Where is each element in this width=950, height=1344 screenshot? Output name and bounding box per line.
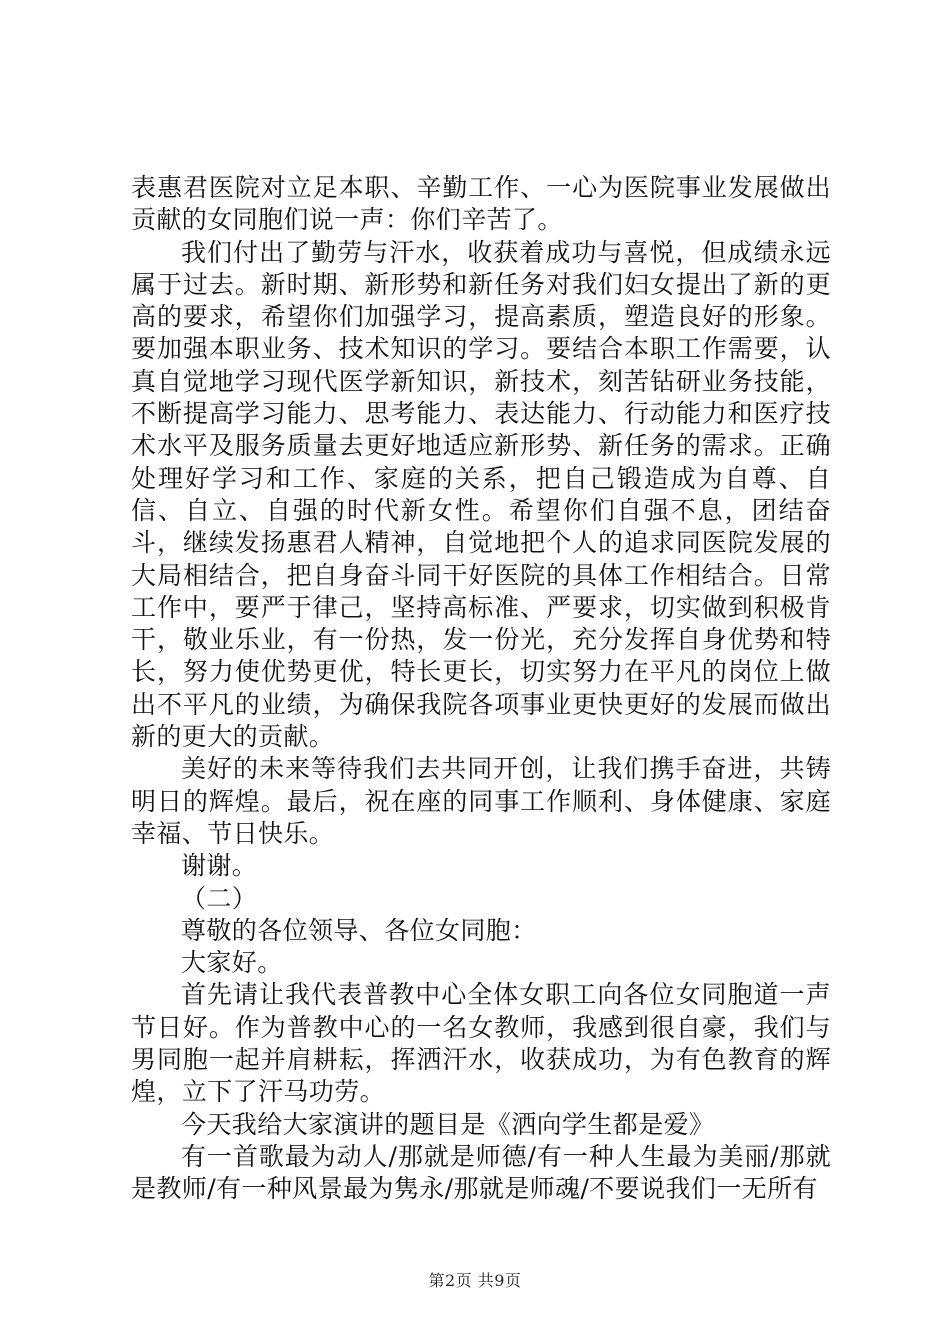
section-heading: （二） (181, 883, 258, 913)
paragraph-8: 首先请让我代表普教中心全体女职工向各位女同胞道一声节日好。作为普教中心的一名女教师，我感到很自豪，我们与男同胞一起并肩耕耘，挥洒汗水，收获成功，为有色教育的辉煌，立下了汗马功劳。 (131, 980, 831, 1107)
paragraph-3: 美好的未来等待我们去共同开创，让我们携手奋进，共铸明日的辉煌。最后，祝在座的同事工作顺利、身体健康、家庭幸福、节日快乐。 (131, 754, 831, 848)
paragraph-1: 表惠君医院对立足本职、辛勤工作、一心为医院事业发展做出贡献的女同胞们说一声：你们辛苦了。 (131, 173, 831, 235)
page-footer: 第2页 共9页 (428, 1271, 522, 1290)
paragraph-salutation: 尊敬的各位领导、各位女同胞： (181, 915, 537, 945)
document-body (131, 172, 831, 1206)
paragraph-greeting: 大家好。 (181, 948, 283, 978)
paragraph-10: 有一首歌最为动人/那就是师德/有一种人生最为美丽/那就是教师/有一种风景最为隽永/那就是师魂/不要说我们一无所有 (131, 1141, 831, 1204)
paragraph-9: 今天我给大家演讲的题目是《洒向学生都是爱》 (181, 1109, 715, 1139)
paragraph-2: 我们付出了勤劳与汗水，收获着成功与喜悦，但成绩永远属于过去。新时期、新形势和新任务对我们妇女提出了新的更高的要求，希望你们加强学习，提高素质，塑造良好的形象。要加强本职业务、技术知识的学习。要结合本职工作需要，认真自觉地学习现代医学新知识，新技术，刻苦钻研业务技能，不断提高学习能力、思考能力、表达能力、行动能力和医疗技术水平及服务质量去更好地适应新形势、新任务的需求。正确处理好学习和工作、家庭的关系，把自己锻造成为自尊、自信、自立、自强的时代新女性。希望你们自强不息，团结奋斗，继续发扬惠君人精神，自觉地把个人的追求同医院发展的大局相结合，把自身奋斗同干好医院的具体工作相结合。日常工作中，要严于律己，坚持高标准、严要求，切实做到积极肯干，敬业乐业，有一份热，发一份光，充分发挥自身优势和特长，努力使优势更优，特长更长，切实努力在平凡的岗位上做出不平凡的业绩，为确保我院各项事业更快更好的发展而做出新的更大的贡献。 (131, 237, 831, 752)
paragraph-4: 谢谢。 (181, 851, 258, 881)
